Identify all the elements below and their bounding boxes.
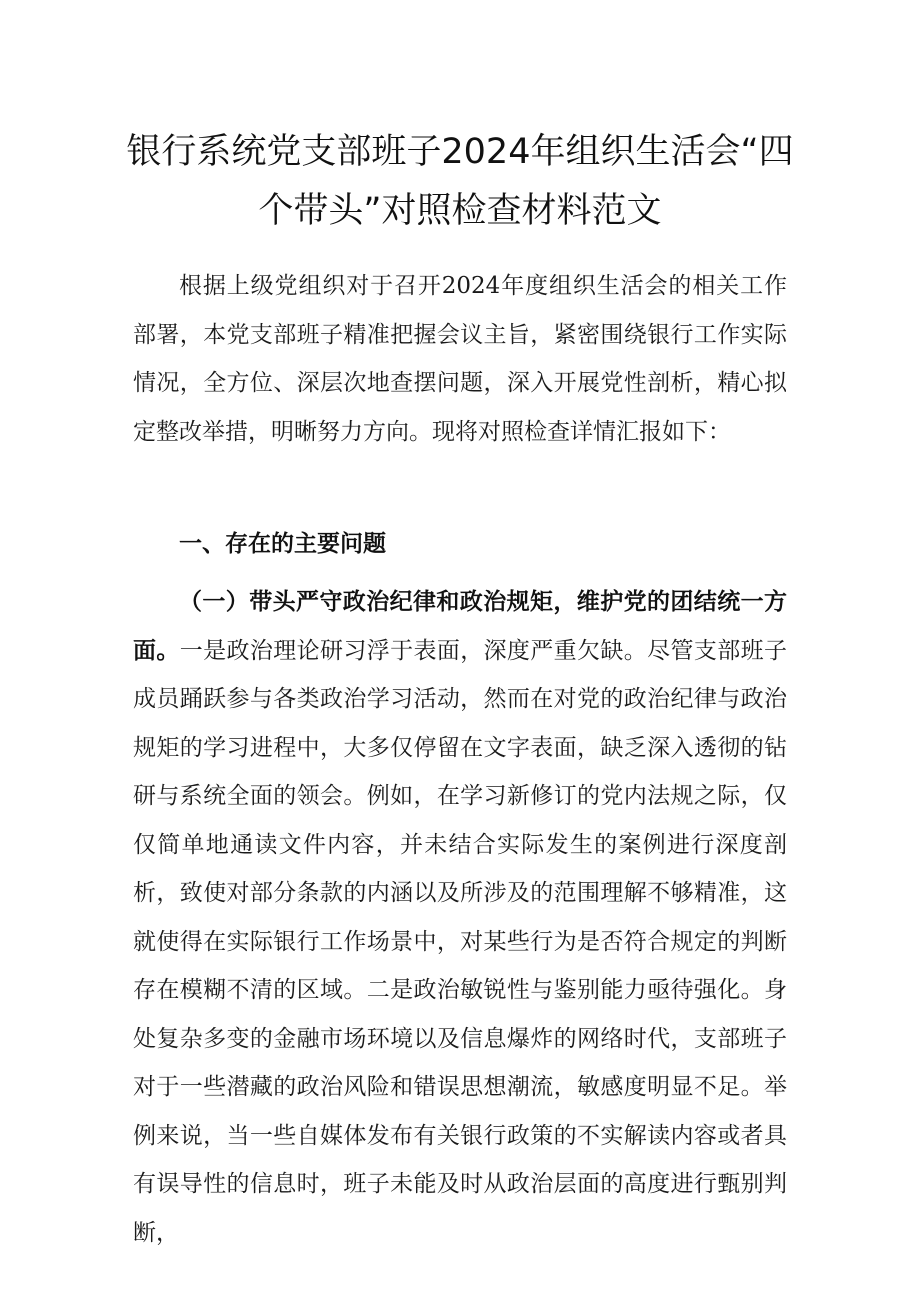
section-1-body-text: 一是政治理论研习浮于表面，深度严重欠缺。尽管支部班子成员踊跃参与各类政治学习活动，然而在对党的政治纪律与政治规矩的学习进程中，大多仅停留在文字表面，缺乏深入透彻的钻研与系统全面的领会。例如，在学习新修订的党内法规之际，仅仅简单地通读文件内容，并未结合实际发生的案例进行深度剖析，致使对部分条款的内涵以及所涉及的范围理解不够精准，这就使得在实际银行工作场景中，对某些行为是否符合规定的判断存在模糊不清的区域。二是政治敏锐性与鉴别能力亟待强化。身处复杂多变的金融市场环境以及信息爆炸的网络时代，支部班子对于一些潜藏的政治风险和错误思想潮流，敏感度明显不足。举例来说，当一些自媒体发布有关银行政策的不实解读内容或者具有误导性的信息时，班子未能及时从政治层面的高度进行甄别判断， [133, 637, 788, 1246]
section-1-lead-heading: （一）带头严守政治纪律和政治规矩，维护党的团结统一方面。 [133, 588, 787, 664]
intro-paragraph: 根据上级党组织对于召开2024年度组织生活会的相关工作部署，本党支部班子精准把握会议主旨，紧密围绕银行工作实际情况，全方位、深层次地查摆问题，深入开展党性剖析，精心拟定整改举措，明晰努力方向。现将对照检查详情汇报如下： [133, 273, 787, 445]
section-1-paragraph [133, 578, 787, 1257]
document-title-line-1: 银行系统党支部班子2024年组织生活会“四 [126, 132, 794, 172]
section-heading-main-problems: 一、存在的主要问题 [179, 530, 386, 557]
document-title-line-2: 个带头”对照检查材料范文 [258, 191, 662, 231]
